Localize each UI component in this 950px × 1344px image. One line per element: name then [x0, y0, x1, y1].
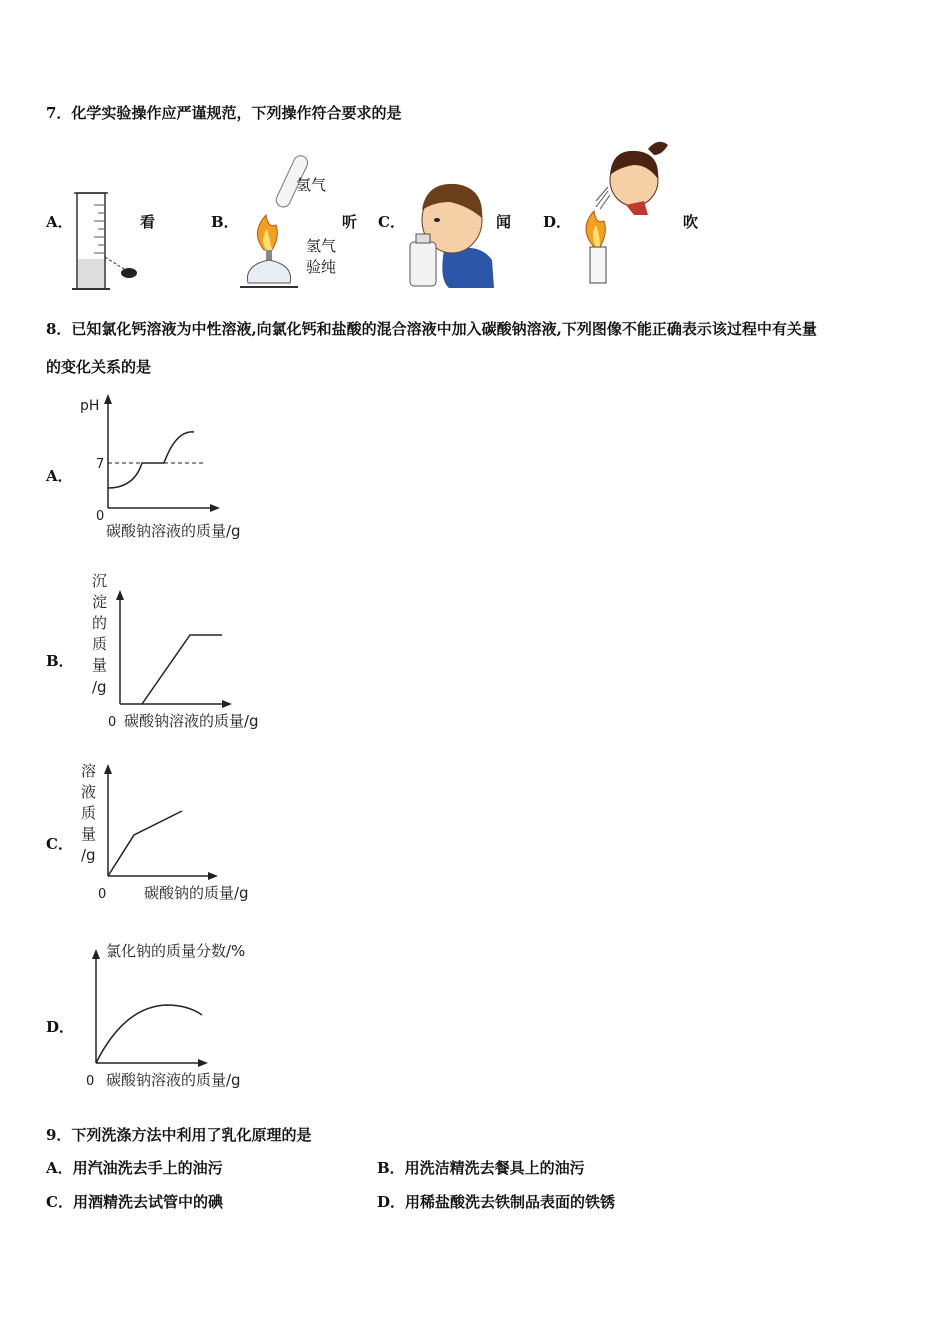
- q9-option-d[interactable]: D．用稀盐酸洗去铁制品表面的铁锈: [377, 1193, 616, 1211]
- q7-option-d-word: 吹: [683, 213, 699, 231]
- q7-option-c-letter[interactable]: C．: [378, 213, 405, 231]
- svg-text:溶: 溶: [81, 762, 97, 780]
- graph-d-origin: 0: [86, 1074, 95, 1089]
- graph-c: [78, 758, 278, 908]
- svg-text:淀: 淀: [92, 593, 108, 611]
- q7-option-a-letter[interactable]: A．: [46, 213, 73, 231]
- graph-d: [84, 935, 284, 1095]
- q8-option-c-letter[interactable]: C．: [46, 835, 73, 853]
- girl-blowing-candle-illustration: [574, 135, 674, 285]
- graph-d-ylabel: 氯化钠的质量分数/%: [106, 942, 246, 960]
- svg-text:量: 量: [92, 656, 108, 674]
- q8-option-b-letter[interactable]: B．: [46, 652, 74, 670]
- svg-text:沉: 沉: [92, 572, 108, 590]
- question-7-stem: 7．化学实验操作应严谨规范，下列操作符合要求的是: [46, 104, 402, 122]
- svg-text:量: 量: [81, 825, 97, 843]
- verify-purity-label: 验纯: [306, 258, 337, 276]
- hydrogen-label-top: 氢气: [296, 176, 327, 194]
- q7-option-b-letter[interactable]: B．: [211, 213, 239, 231]
- svg-text:的: 的: [92, 614, 108, 632]
- q9-option-a[interactable]: A．用汽油洗去手上的油污: [46, 1159, 223, 1177]
- question-9-stem: 9．下列洗涤方法中利用了乳化原理的是: [46, 1126, 312, 1144]
- q7-option-a-word: 看: [140, 213, 156, 231]
- q9-option-c[interactable]: C．用酒精洗去试管中的碘: [46, 1193, 223, 1211]
- graph-b: [90, 570, 290, 735]
- graph-c-xlabel: 碳酸钠的质量/g: [144, 884, 249, 902]
- question-8-stem-line2: 的变化关系的是: [46, 358, 152, 376]
- q7-option-b-word: 听: [342, 213, 358, 231]
- graph-d-xlabel: 碳酸钠溶液的质量/g: [106, 1071, 241, 1089]
- question-8-stem-line1: 8．已知氯化钙溶液为中性溶液,向氯化钙和盐酸的混合溶液中加入碳酸钠溶液,下列图像不能正确表示该过程中有关量: [46, 320, 817, 338]
- graph-a-ylabel: pH: [80, 398, 100, 414]
- q8-option-a-letter[interactable]: A．: [46, 467, 73, 485]
- hydrogen-label-bottom: 氢气: [306, 237, 337, 255]
- graph-c-origin: 0: [98, 887, 107, 902]
- q7-option-d-letter[interactable]: D．: [543, 213, 572, 231]
- graduated-cylinder-illustration: [72, 185, 142, 293]
- graph-a: [76, 392, 276, 542]
- q9-option-b[interactable]: B．用洗洁精洗去餐具上的油污: [377, 1159, 585, 1177]
- svg-text:质: 质: [81, 804, 97, 822]
- graph-b-xlabel: 碳酸钠溶液的质量/g: [124, 712, 259, 730]
- graph-c-ylabel: [81, 762, 96, 864]
- boy-smelling-illustration: [404, 180, 494, 290]
- graph-a-xlabel: 碳酸钠溶液的质量/g: [106, 522, 241, 540]
- graph-a-tick-7: 7: [96, 457, 105, 472]
- q8-option-d-letter[interactable]: D．: [46, 1018, 75, 1036]
- graph-b-ylabel: [92, 572, 107, 696]
- q7-option-c-word: 闻: [496, 213, 512, 231]
- svg-text:质: 质: [92, 635, 108, 653]
- graph-b-origin: 0: [108, 715, 117, 730]
- graph-a-origin: 0: [96, 509, 105, 524]
- svg-text:/g: /g: [81, 846, 96, 864]
- eye-icon: [121, 268, 137, 278]
- svg-text:/g: /g: [92, 678, 107, 696]
- svg-text:液: 液: [81, 783, 97, 801]
